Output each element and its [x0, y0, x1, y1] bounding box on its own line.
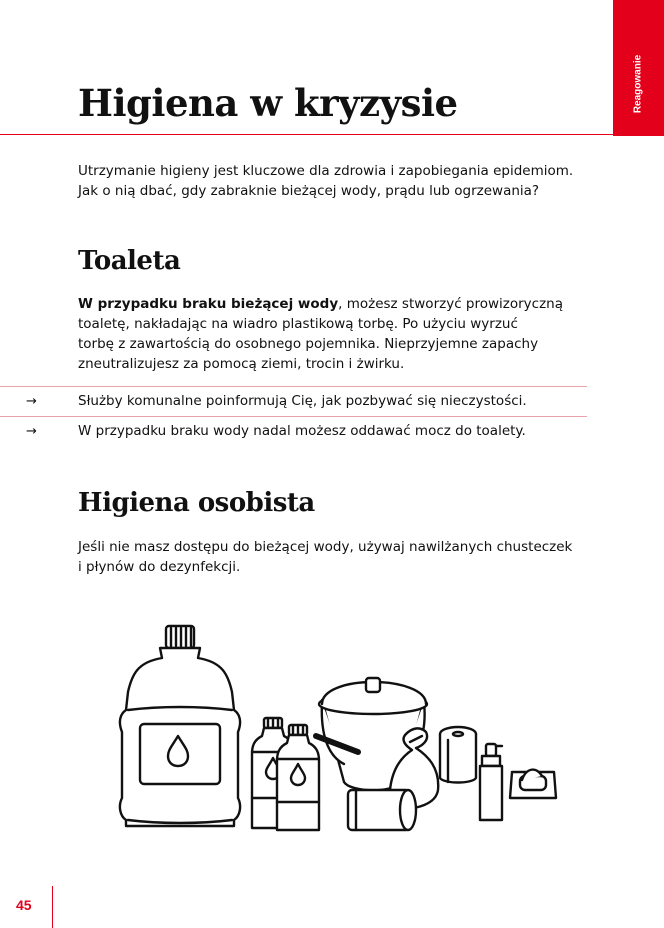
page-title: Higiena w kryzysie: [78, 81, 458, 125]
bullet-text: Służby komunalne poinformują Cię, jak pozbywać się nieczystości.: [78, 393, 527, 409]
toilet-line-4: zneutralizujesz za pomocą ziemi, trocin i żwirku.: [78, 356, 405, 372]
intro-paragraph: [78, 161, 598, 201]
toilet-line-1: , możesz stworzyć prowizoryczną: [338, 296, 563, 312]
bullet-text: W przypadku braku wody nadal możesz oddawać mocz do toalety.: [78, 423, 526, 439]
page-number: 45: [16, 897, 32, 913]
bullet-item: [0, 386, 587, 416]
header-rule: [0, 134, 613, 135]
personal-line-1: Jeśli nie masz dostępu do bieżącej wody, używaj nawilżanych chusteczek: [78, 539, 573, 555]
toilet-heading: Toaleta: [78, 246, 181, 276]
paper-roll-icon: [348, 790, 416, 830]
personal-hygiene-paragraph: [78, 537, 578, 577]
intro-line-1: Utrzymanie higieny jest kluczowe dla zdrowia i zapobiegania epidemiom.: [78, 163, 574, 179]
intro-line-2: Jak o nią dbać, gdy zabraknie bieżącej wody, prądu lub ogrzewania?: [78, 183, 540, 199]
toilet-bullet-list: [0, 386, 587, 446]
footer-rule: [52, 886, 53, 928]
spray-bottle-icon: [480, 744, 502, 820]
toilet-paper-icon: [440, 727, 476, 783]
side-tab-label: Reagowanie: [632, 54, 644, 114]
toilet-line-2: toaletę, nakładając na wiadro plastikową torbę. Po użyciu wyrzuć: [78, 316, 518, 332]
arrow-right-icon: →: [26, 424, 37, 439]
toilet-bold-lead: W przypadku braku bieżącej wody: [78, 296, 339, 312]
wet-wipes-icon: [510, 770, 556, 798]
toilet-line-3: torbę z zawartością do osobnego pojemnika. Nieprzyjemne zapachy: [78, 336, 539, 352]
hygiene-supplies-illustration: [110, 622, 570, 837]
arrow-right-icon: →: [26, 394, 37, 409]
bullet-item: [0, 416, 587, 446]
toilet-paragraph: [78, 294, 578, 374]
water-jug-icon: [120, 626, 240, 826]
personal-hygiene-heading: Higiena osobista: [78, 488, 315, 518]
personal-line-2: i płynów do dezynfekcji.: [78, 559, 241, 575]
